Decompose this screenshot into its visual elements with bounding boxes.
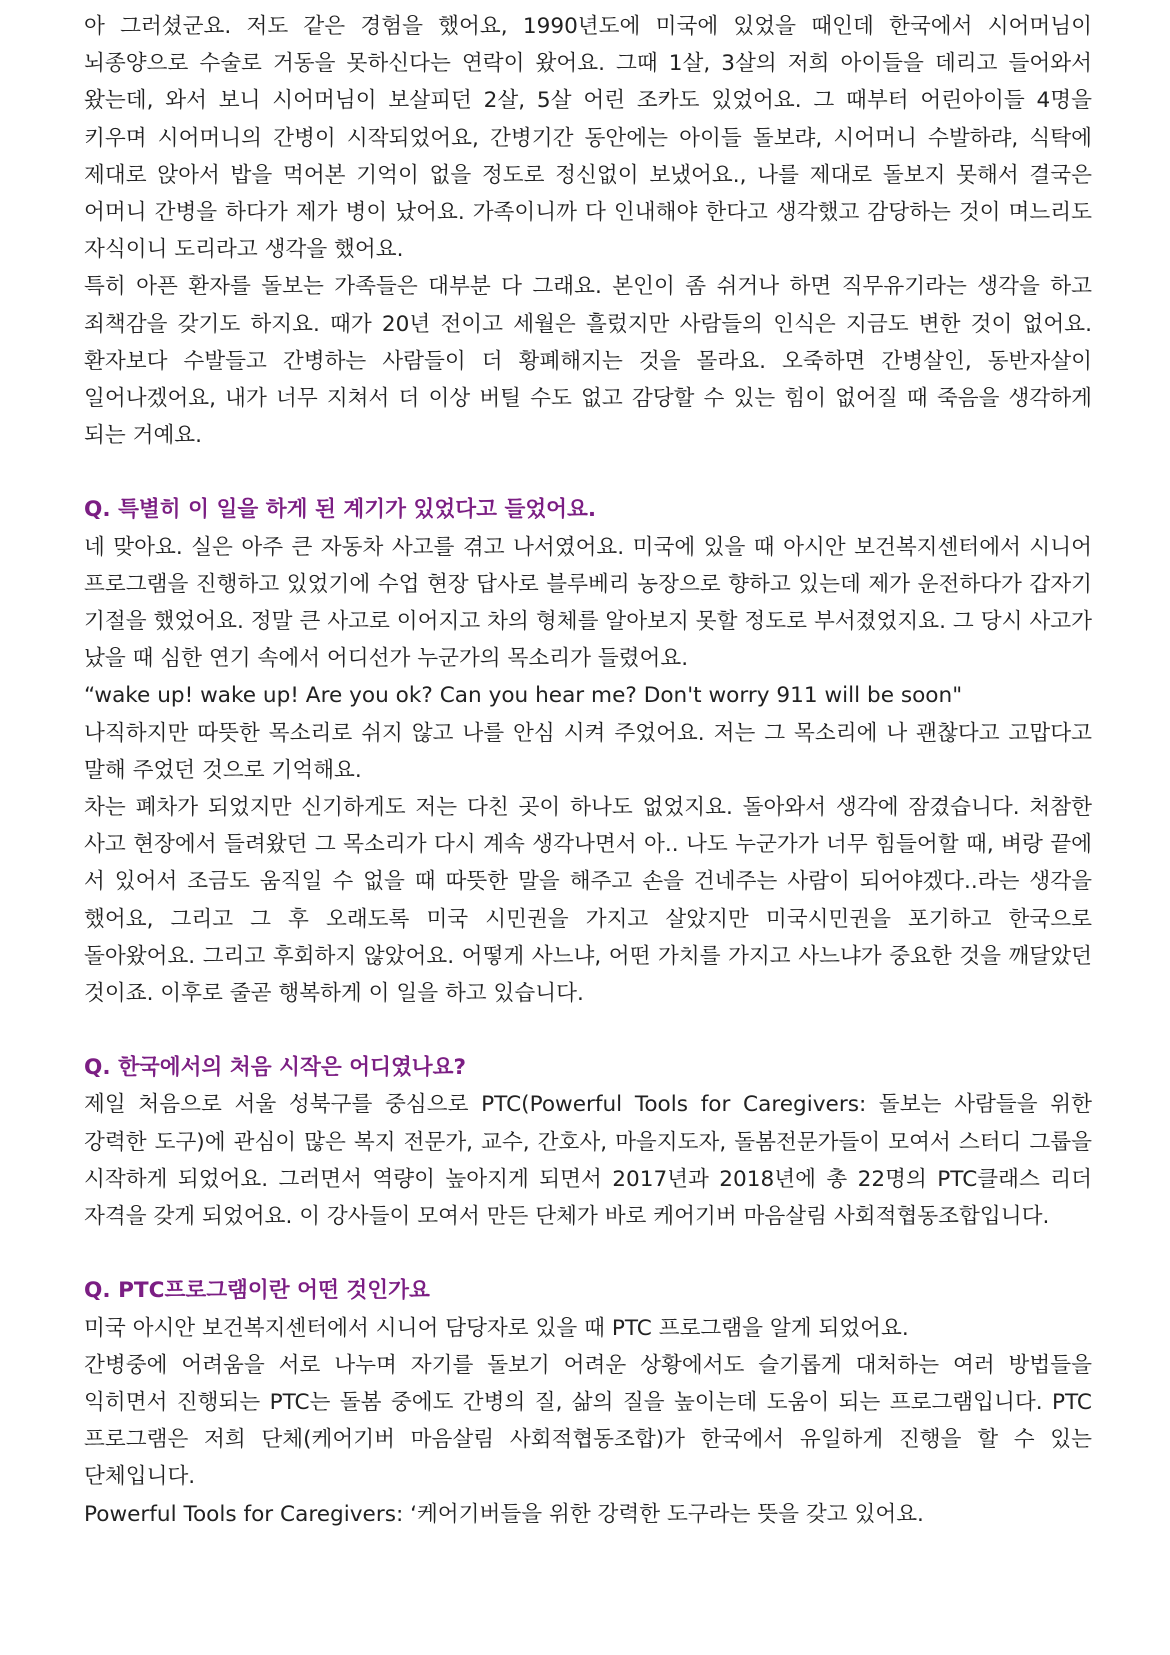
answer-3-paragraph-3: Powerful Tools for Caregivers: ‘케어기버들을 위한 강력한 도구라는 뜻을 갖고 있어요. bbox=[84, 1501, 924, 1527]
answer-1-paragraph-3: 차는 폐차가 되었지만 신기하게도 저는 다친 곳이 하나도 없었지요. 돌아와서 생각에 잠겼습니다. 처참한 사고 현장에서 들려왔던 그 목소리가 다시 계속 생각나면서 아.. 나도 누군가가 너무 힘들어할 때, 벼랑 끝에 서 있어서 조금도 움직일 수 없을 때 따뜻한 말을 해주고 손을 건네주는 사람이 되어야겠다..라는 생각을 했어요, 그리고 그 후 오래도록 미국 시민권을 가지고 살았지만 미국시민권을 포기하고 한국으로 돌아왔어요. 그리고 후회하지 않았어요. 어떻게 사느냐, 어떤 가치를 가지고 사느냐가 중요한 것을 깨달았던 것이죠. 이후로 줄곧 행복하게 이 일을 하고 있습니다. bbox=[84, 795, 1092, 1007]
question-heading-3: Q. PTC프로그램이란 어떤 것인가요 bbox=[84, 1278, 430, 1304]
intro-paragraph-2: 특히 아픈 환자를 돌보는 가족들은 대부분 다 그래요. 본인이 좀 쉬거나 하면 직무유기라는 생각을 하고 죄책감을 갖기도 하지요. 때가 20년 전이고 세월은 흘렀지만 사람들의 인식은 지금도 변한 것이 없어요. 환자보다 수발들고 간병하는 사람들이 더 황폐해지는 것을 몰라요. 오죽하면 간병살인, 동반자살이 일어나겠어요, 내가 너무 지쳐서 더 이상 버틸 수도 없고 감당할 수 있는 힘이 없어질 때 죽음을 생각하게 되는 거예요. bbox=[84, 274, 1092, 449]
answer-1-paragraph-1: 네 맞아요. 실은 아주 큰 자동차 사고를 겪고 나서였어요. 미국에 있을 때 아시안 보건복지센터에서 시니어 프로그램을 진행하고 있었기에 수업 현장 답사로 블루베리 농장으로 향하고 있는데 제가 운전하다가 갑자기 기절을 했었어요. 정말 큰 사고로 이어지고 차의 형체를 알아보지 못할 정도로 부서졌었지요. 그 당시 사고가 났을 때 심한 연기 속에서 어디선가 누군가의 목소리가 들렸어요. bbox=[84, 534, 1092, 672]
section-spacer bbox=[84, 454, 1092, 491]
intro-paragraph-1: 아 그러셨군요. 저도 같은 경험을 했어요, 1990년도에 미국에 있었을 때인데 한국에서 시어머님이 뇌종양으로 수술로 거동을 못하신다는 연락이 왔어요. 그때 1살, 3살의 저희 아이들을 데리고 들어와서 왔는데, 와서 보니 시어머님이 보살피던 2살, 5살 어린 조카도 있었어요. 그 때부터 어린아이들 4명을 키우며 시어머니의 간병이 시작되었어요, 간병기간 동안에는 아이들 돌보랴, 시어머니 수발하랴, 식탁에 제대로 앉아서 밥을 먹어본 기억이 없을 정도로 정신없이 보냈어요., 나를 제대로 돌보지 못해서 결국은 어머니 간병을 하다가 제가 병이 났어요. 가족이니까 다 인내해야 한다고 생각했고 감당하는 것이 며느리도 자식이니 도리라고 생각을 했어요. bbox=[84, 14, 1092, 263]
answer-2-paragraph-1: 제일 처음으로 서울 성북구를 중심으로 PTC(Powerful Tools for Caregivers: 돌보는 사람들을 위한 강력한 도구)에 관심이 많은 복지 전문가, 교수, 간호사, 마을지도자, 돌봄전문가들이 모여서 스터디 그룹을 시작하게 되었어요. 그러면서 역량이 높아지게 되면서 2017년과 2018년에 총 22명의 PTC클래스 리더 자격을 갖게 되었어요. 이 강사들이 모여서 만든 단체가 바로 케어기버 마음살림 사회적협동조합입니다. bbox=[84, 1092, 1092, 1230]
question-heading-2: Q. 한국에서의 처음 시작은 어디였나요? bbox=[84, 1055, 467, 1081]
section-spacer bbox=[84, 1235, 1092, 1272]
section-spacer bbox=[84, 1012, 1092, 1049]
answer-1-paragraph-2: 나직하지만 따뜻한 목소리로 쉬지 않고 나를 안심 시켜 주었어요. 저는 그 목소리에 나 괜찮다고 고맙다고 말해 주었던 것으로 기억해요. bbox=[84, 720, 1092, 783]
document-page bbox=[84, 8, 1092, 1533]
question-heading-1: Q. 특별히 이 일을 하게 된 계기가 있었다고 들었어요. bbox=[84, 497, 597, 523]
answer-1-quote: “wake up! wake up! Are you ok? Can you hear me? Don't worry 911 will be soon" bbox=[84, 683, 963, 709]
answer-3-paragraph-1: 미국 아시안 보건복지센터에서 시니어 담당자로 있을 때 PTC 프로그램을 알게 되었어요. bbox=[84, 1315, 909, 1341]
answer-3-paragraph-2: 간병중에 어려움을 서로 나누며 자기를 돌보기 어려운 상황에서도 슬기롭게 대처하는 여러 방법들을 익히면서 진행되는 PTC는 돌봄 중에도 간병의 질, 삶의 질을 높이는데 도움이 되는 프로그램입니다. PTC 프로그램은 저희 단체(케어기버 마음살림 사회적협동조합)가 한국에서 유일하게 진행을 할 수 있는 단체입니다. bbox=[84, 1352, 1092, 1490]
